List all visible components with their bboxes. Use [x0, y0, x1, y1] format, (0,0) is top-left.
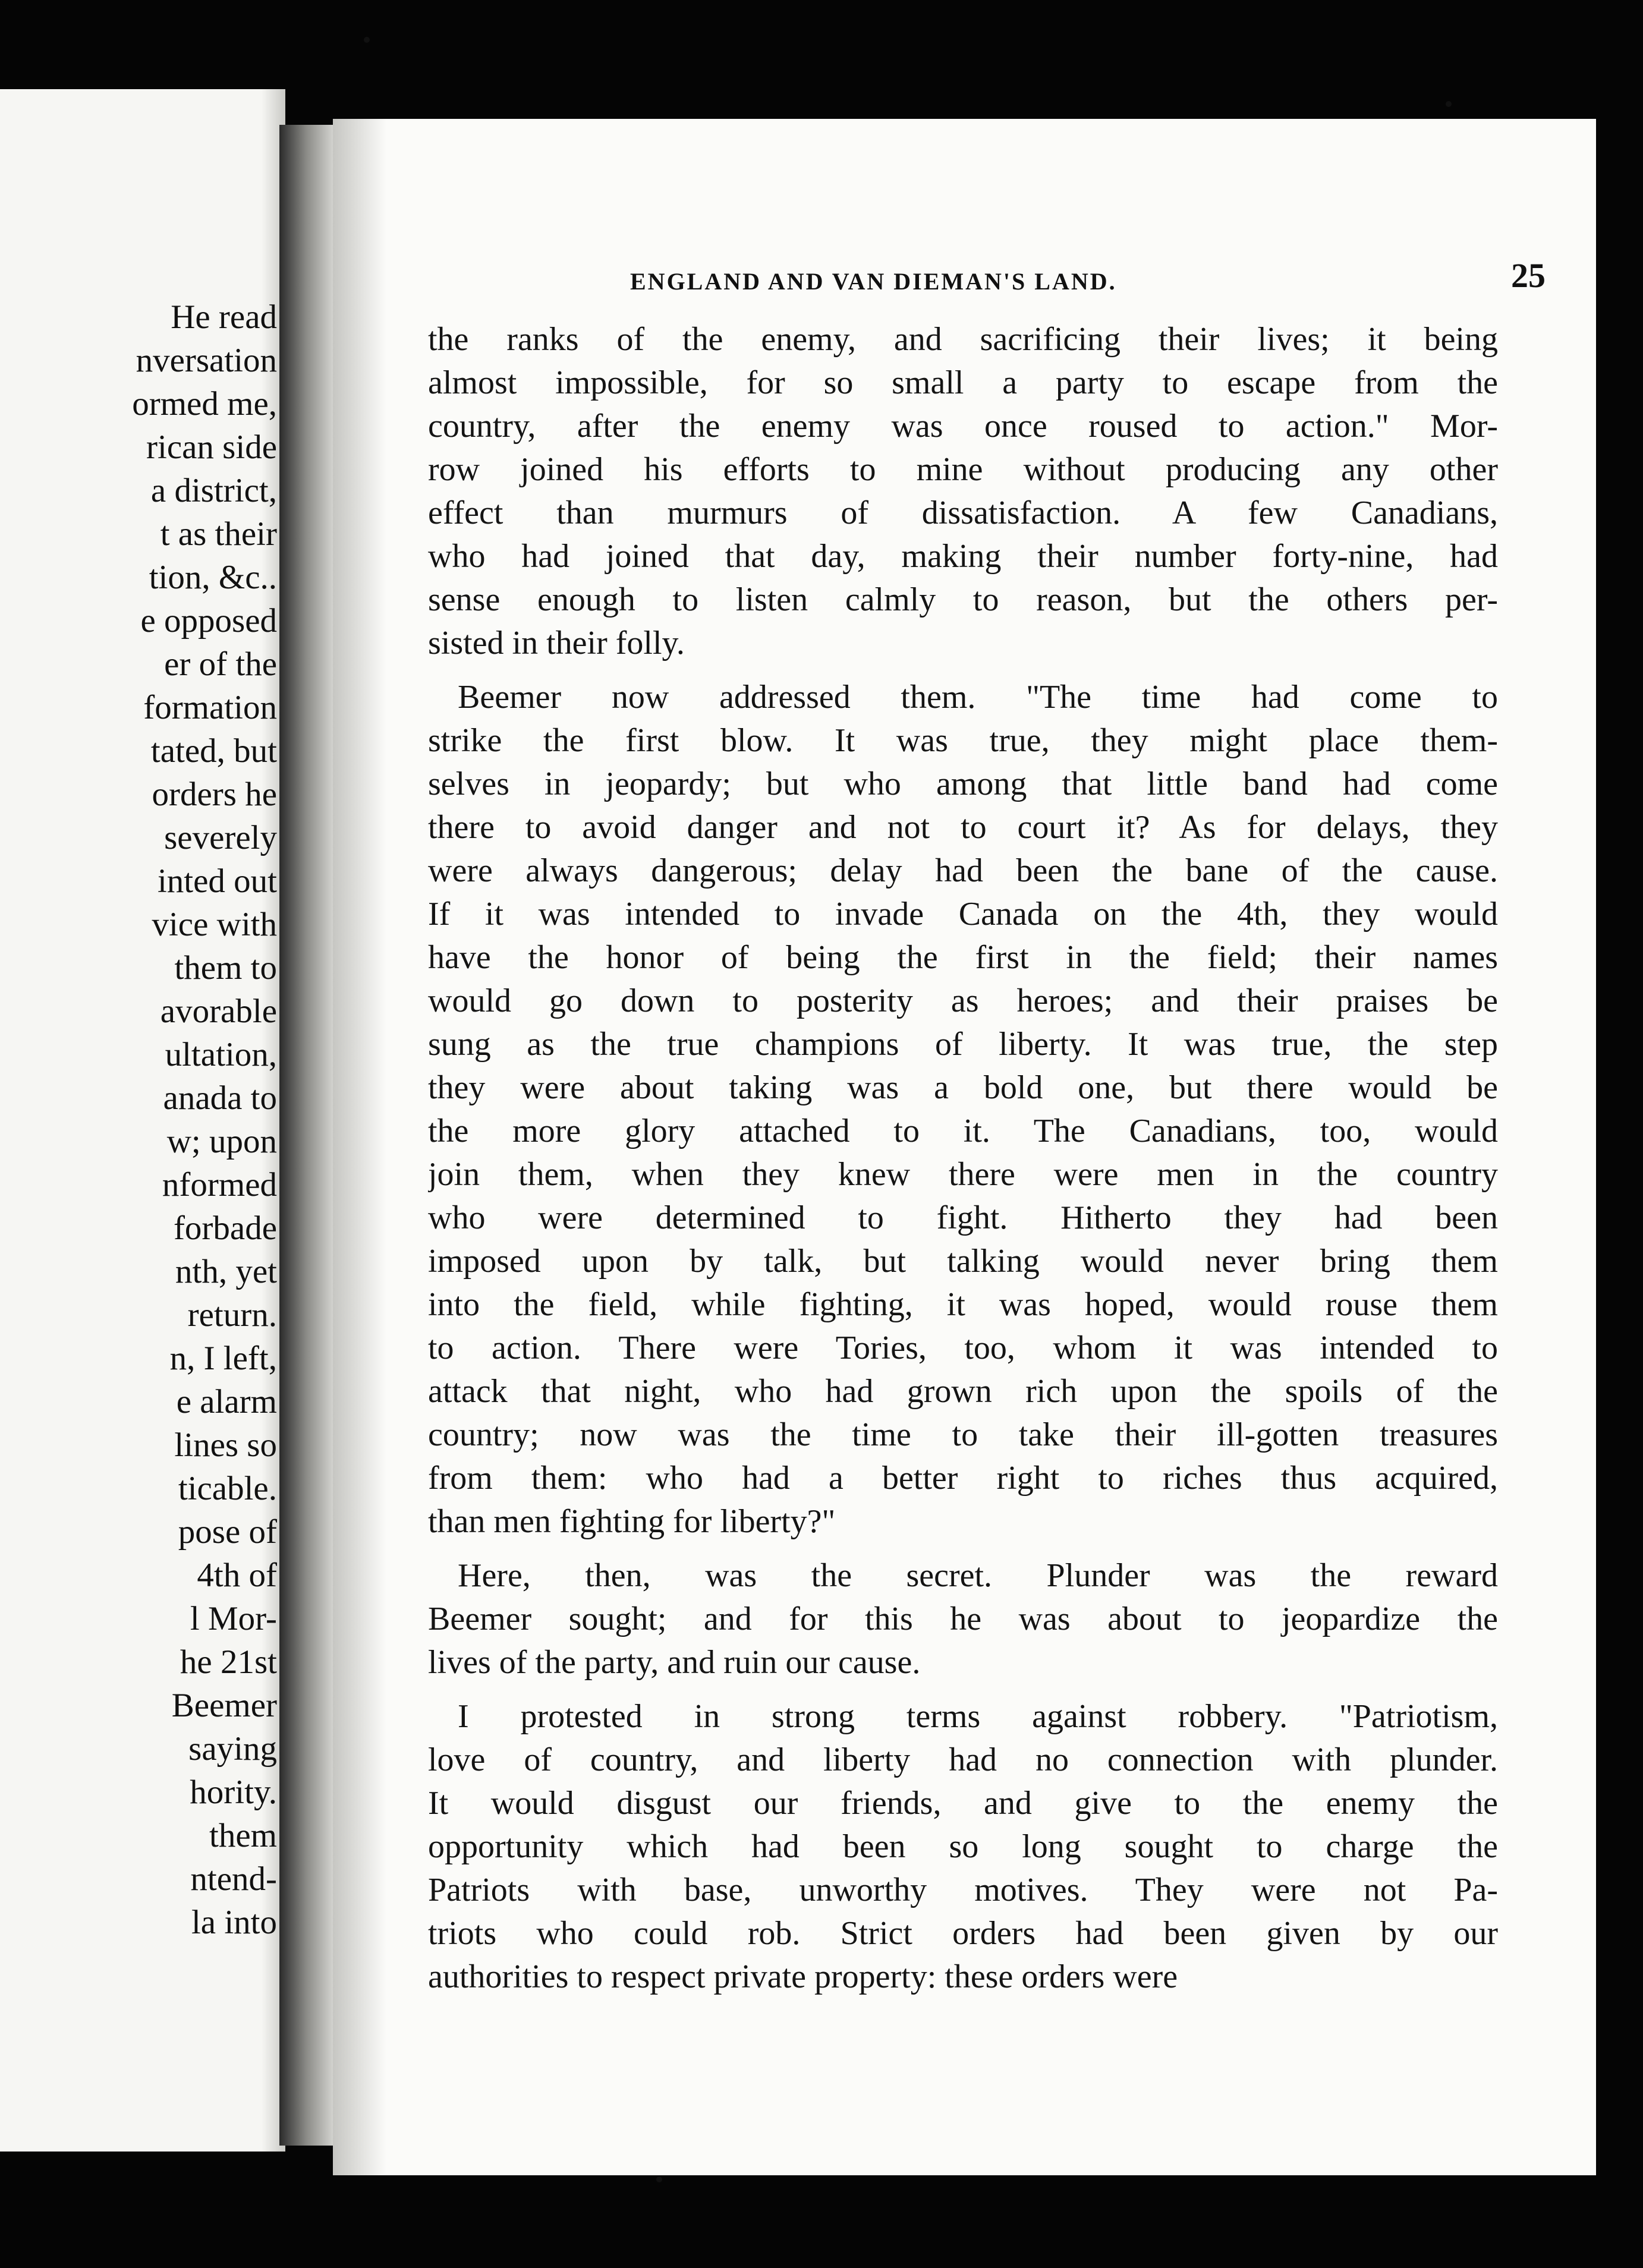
- text-line: country, after the enemy was once roused to action." Mor-: [428, 408, 1498, 445]
- left-page-line: return.: [187, 1296, 277, 1334]
- running-title: ENGLAND AND VAN DIEMAN'S LAND.: [630, 268, 1117, 295]
- paragraph: [428, 676, 1498, 1544]
- left-page-line: ticable.: [178, 1470, 277, 1507]
- scan-speck: [1446, 101, 1452, 107]
- text-line: there to avoid danger and not to court it? As for delays, they: [428, 809, 1498, 846]
- left-page-line: l Mor-: [190, 1600, 277, 1637]
- text-line: than men fighting for liberty?": [428, 1503, 836, 1540]
- paragraph: [428, 318, 1498, 665]
- left-page-line: ntend-: [190, 1860, 277, 1898]
- text-line: almost impossible, for so small a party to escape from the: [428, 364, 1498, 401]
- left-page-line: e opposed: [140, 602, 277, 640]
- text-line: would go down to posterity as heroes; and their praises be: [428, 982, 1498, 1019]
- text-line: who had joined that day, making their number forty-nine, had: [428, 538, 1498, 575]
- text-line: It would disgust our friends, and give to the enemy the: [428, 1785, 1498, 1822]
- text-line: I protested in strong terms against robbery. "Patriotism,: [458, 1698, 1498, 1735]
- left-page-line: saying: [188, 1730, 277, 1768]
- text-line: sung as the true champions of liberty. It was true, the step: [428, 1026, 1498, 1063]
- left-page-line: formation: [143, 689, 277, 726]
- left-page-line: er of the: [164, 645, 277, 683]
- left-page-line: inted out: [157, 862, 277, 900]
- text-line: have the honor of being the first in the field; their names: [428, 939, 1498, 976]
- previous-page-fragment: [0, 89, 285, 2152]
- text-line: If it was intended to invade Canada on the 4th, they would: [428, 896, 1498, 933]
- left-page-line: Beemer: [171, 1687, 277, 1724]
- text-line: country; now was the time to take their ill-gotten treasures: [428, 1416, 1498, 1453]
- text-line: triots who could rob. Strict orders had been given by our: [428, 1915, 1498, 1952]
- left-page-line: them: [209, 1817, 277, 1854]
- scan-speck: [656, 2176, 662, 2182]
- text-line: the more glory attached to it. The Canadians, too, would: [428, 1113, 1498, 1149]
- left-page-line: tion, &c..: [149, 559, 277, 596]
- current-page: [333, 119, 1596, 2175]
- left-page-line: he 21st: [180, 1643, 277, 1681]
- left-page-line: la into: [191, 1904, 277, 1941]
- left-page-line: e alarm: [176, 1383, 277, 1420]
- text-line: love of country, and liberty had no connection with plunder.: [428, 1741, 1498, 1778]
- running-header: [630, 256, 1546, 303]
- page-number: 25: [1511, 256, 1546, 295]
- text-line: sisted in their folly.: [428, 625, 685, 662]
- left-page-line: vice with: [152, 906, 277, 943]
- text-line: authorities to respect private property: these orders were: [428, 1958, 1178, 1995]
- text-line: opportunity which had been so long sought to charge the: [428, 1828, 1498, 1865]
- text-line: lives of the party, and ruin our cause.: [428, 1644, 921, 1681]
- left-page-line: pose of: [178, 1513, 277, 1551]
- text-line: row joined his efforts to mine without producing any other: [428, 451, 1498, 488]
- left-page-line: He read: [171, 298, 277, 336]
- paragraph-gap: [428, 665, 1498, 676]
- left-page-line: ultation,: [165, 1036, 277, 1073]
- paragraph-gap: [428, 1544, 1498, 1554]
- left-page-line: t as their: [160, 515, 277, 553]
- left-page-line: nformed: [162, 1166, 277, 1204]
- text-line: Here, then, was the secret. Plunder was the reward: [458, 1557, 1498, 1594]
- left-page-line: orders he: [152, 776, 277, 813]
- paragraph: [428, 1695, 1498, 1999]
- left-page-line: avorable: [160, 993, 277, 1030]
- left-page-line: anada to: [163, 1079, 277, 1117]
- text-line: to action. There were Tories, too, whom it was intended to: [428, 1330, 1498, 1366]
- scan-speck: [364, 37, 370, 43]
- left-page-line: n, I left,: [169, 1340, 277, 1377]
- body-text: [428, 318, 1498, 1999]
- left-page-line: lines so: [174, 1426, 277, 1464]
- left-page-line: nth, yet: [175, 1253, 277, 1290]
- text-line: sense enough to listen calmly to reason, but the others per-: [428, 581, 1498, 618]
- left-page-line: 4th of: [197, 1557, 277, 1594]
- text-line: Beemer sought; and for this he was about to jeopardize the: [428, 1601, 1498, 1637]
- left-page-line: ormed me,: [132, 385, 277, 423]
- text-line: Patriots with base, unworthy motives. They were not Pa-: [428, 1872, 1498, 1908]
- paragraph: [428, 1554, 1498, 1684]
- text-line: the ranks of the enemy, and sacrificing their lives; it being: [428, 321, 1498, 358]
- text-line: imposed upon by talk, but talking would never bring them: [428, 1243, 1498, 1280]
- page-curl-shadow: [333, 119, 386, 2175]
- text-line: join them, when they knew there were men in the country: [428, 1156, 1498, 1193]
- left-page-line: w; upon: [166, 1123, 277, 1160]
- left-page-line: them to: [174, 949, 277, 987]
- left-page-line: hority.: [190, 1774, 277, 1811]
- paragraph-gap: [428, 1684, 1498, 1695]
- text-line: strike the first blow. It was true, they might place them-: [428, 722, 1498, 759]
- book-spine-shadow: [279, 125, 333, 2146]
- left-page-line: rican side: [146, 429, 277, 466]
- text-line: who were determined to fight. Hitherto they had been: [428, 1199, 1498, 1236]
- left-page-line: tated, but: [150, 732, 277, 770]
- text-line: attack that night, who had grown rich upon the spoils of the: [428, 1373, 1498, 1410]
- text-line: were always dangerous; delay had been the bane of the cause.: [428, 852, 1498, 889]
- text-line: they were about taking was a bold one, but there would be: [428, 1069, 1498, 1106]
- text-line: effect than murmurs of dissatisfaction. A few Canadians,: [428, 494, 1498, 531]
- text-line: Beemer now addressed them. "The time had come to: [458, 679, 1498, 716]
- text-line: selves in jeopardy; but who among that little band had come: [428, 766, 1498, 802]
- left-page-line: forbade: [173, 1209, 277, 1247]
- left-page-line: nversation: [136, 342, 277, 379]
- text-line: into the field, while fighting, it was hoped, would rouse them: [428, 1286, 1498, 1323]
- left-page-line: severely: [164, 819, 277, 856]
- left-page-line: a district,: [150, 472, 277, 509]
- text-line: from them: who had a better right to riches thus acquired,: [428, 1460, 1498, 1497]
